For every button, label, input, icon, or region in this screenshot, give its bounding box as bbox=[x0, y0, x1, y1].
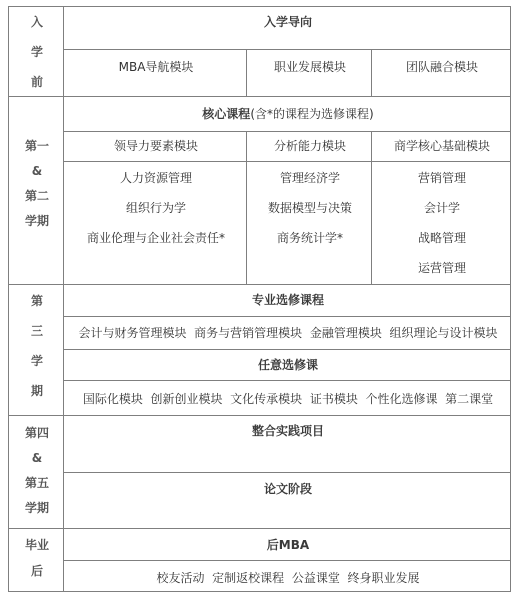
core-header-1: 领导力要素模块 bbox=[113, 139, 199, 153]
stage-post bbox=[8, 528, 64, 592]
core-course-2-3: 商务统计学* bbox=[276, 231, 344, 245]
post-title-box bbox=[63, 528, 511, 561]
core-courses-box-1 bbox=[63, 161, 247, 285]
stage-term-4-5-line-4: 学期 bbox=[24, 501, 50, 515]
stage-post-line-2: 后 bbox=[30, 564, 44, 578]
stage-pre-line-3: 前 bbox=[30, 75, 44, 89]
stage-term-4-5 bbox=[8, 415, 64, 529]
post-activity-4: 终身职业发展 bbox=[347, 571, 420, 585]
core-title-line bbox=[202, 107, 373, 121]
pre-module-box-1 bbox=[63, 49, 247, 97]
stage-term-4-5-line-2: & bbox=[31, 451, 43, 465]
project-title: 整合实践项目 bbox=[251, 424, 325, 438]
post-activity-1: 校友活动 bbox=[156, 571, 205, 585]
stage-term-4-5-line-3: 第五 bbox=[24, 476, 50, 490]
post-activity-2: 定制返校课程 bbox=[212, 571, 285, 585]
major-title-box bbox=[63, 284, 511, 317]
stage-term-4-5-line-1: 第四 bbox=[24, 426, 50, 440]
stage-pre bbox=[8, 6, 64, 97]
post-title: 后MBA bbox=[266, 538, 310, 552]
elective-title: 任意选修课 bbox=[257, 358, 319, 372]
elective-modules-line bbox=[83, 392, 493, 406]
core-course-3-4: 运营管理 bbox=[417, 261, 467, 275]
stage-term-3-line-1: 第 bbox=[30, 294, 44, 308]
pre-title: 入学导向 bbox=[263, 15, 313, 29]
stage-term-1-2-line-3: 第二 bbox=[24, 189, 50, 203]
elective-module-4: 证书模块 bbox=[309, 392, 358, 406]
elective-modules-box bbox=[63, 380, 511, 416]
core-courses-box-2 bbox=[246, 161, 372, 285]
stage-term-3 bbox=[8, 284, 64, 416]
core-course-1-2: 组织行为学 bbox=[125, 201, 187, 215]
thesis-box bbox=[63, 472, 511, 529]
core-header-box-3 bbox=[371, 131, 511, 162]
stage-term-3-line-4: 期 bbox=[30, 384, 44, 398]
core-course-3-1: 营销管理 bbox=[417, 171, 467, 185]
pre-title-box bbox=[63, 6, 511, 50]
elective-module-2: 创新创业模块 bbox=[150, 392, 223, 406]
stage-post-line-1: 毕业 bbox=[24, 538, 50, 552]
elective-module-3: 文化传承模块 bbox=[230, 392, 303, 406]
major-modules-line bbox=[79, 326, 498, 340]
stage-term-1-2-line-1: 第一 bbox=[24, 139, 50, 153]
major-module-1: 会计与财务管理模块 bbox=[78, 326, 187, 340]
pre-module-box-3 bbox=[371, 49, 511, 97]
core-header-box-2 bbox=[246, 131, 372, 162]
core-course-2-2: 数据模型与决策 bbox=[267, 201, 353, 215]
stage-term-3-line-3: 学 bbox=[30, 354, 44, 368]
core-course-1-3: 商业伦理与企业社会责任* bbox=[86, 231, 226, 245]
elective-module-6: 第二课堂 bbox=[445, 392, 494, 406]
elective-module-5: 个性化选修课 bbox=[365, 392, 438, 406]
thesis-title: 论文阶段 bbox=[263, 482, 313, 496]
stage-term-3-line-2: 三 bbox=[30, 324, 44, 338]
major-module-2: 商务与营销管理模块 bbox=[194, 326, 303, 340]
pre-module-2: 职业发展模块 bbox=[273, 60, 347, 74]
stage-term-1-2-line-2: & bbox=[31, 164, 43, 178]
core-title-box bbox=[63, 96, 511, 132]
core-note: (含*的课程为选修课程) bbox=[250, 107, 374, 121]
core-header-3: 商学核心基础模块 bbox=[393, 139, 491, 153]
core-header-box-1 bbox=[63, 131, 247, 162]
core-header-2: 分析能力模块 bbox=[273, 139, 347, 153]
pre-module-1: MBA导航模块 bbox=[118, 60, 194, 74]
core-course-1-1: 人力资源管理 bbox=[119, 171, 193, 185]
core-title: 核心课程 bbox=[202, 107, 251, 121]
elective-module-1: 国际化模块 bbox=[82, 392, 143, 406]
pre-module-3: 团队融合模块 bbox=[405, 60, 479, 74]
post-activities-line bbox=[157, 571, 420, 585]
major-module-3: 金融管理模块 bbox=[309, 326, 382, 340]
stage-term-1-2-line-4: 学期 bbox=[24, 214, 50, 228]
core-course-3-3: 战略管理 bbox=[417, 231, 467, 245]
elective-title-box bbox=[63, 349, 511, 381]
major-module-4: 组织理论与设计模块 bbox=[389, 326, 498, 340]
major-title: 专业选修课程 bbox=[251, 293, 325, 307]
pre-module-box-2 bbox=[246, 49, 372, 97]
core-courses-box-3 bbox=[371, 161, 511, 285]
stage-pre-line-2: 学 bbox=[30, 45, 44, 59]
post-activities-box bbox=[63, 560, 511, 592]
core-course-3-2: 会计学 bbox=[423, 201, 461, 215]
stage-term-1-2 bbox=[8, 96, 64, 285]
major-modules-box bbox=[63, 316, 511, 350]
post-activity-3: 公益课堂 bbox=[291, 571, 340, 585]
core-course-2-1: 管理经济学 bbox=[279, 171, 341, 185]
stage-pre-line-1: 入 bbox=[30, 15, 44, 29]
project-box bbox=[63, 415, 511, 473]
